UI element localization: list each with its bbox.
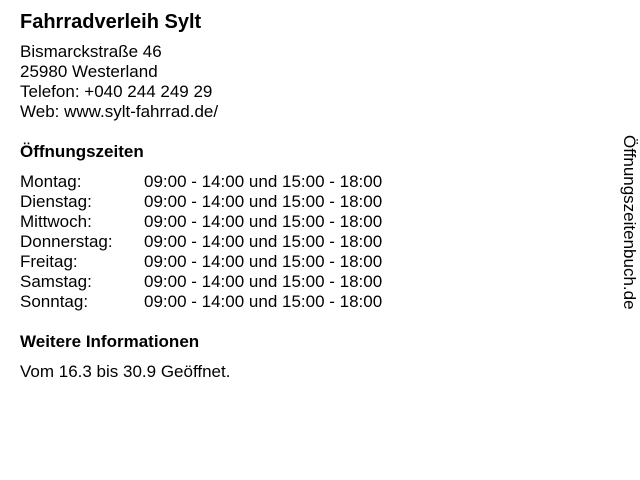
watermark xyxy=(595,135,640,365)
city-address: 25980 Westerland xyxy=(20,62,158,81)
more-info-text: Vom 16.3 bis 30.9 Geöffnet. xyxy=(20,362,231,381)
day-label: Dienstag: xyxy=(20,192,92,211)
business-card xyxy=(20,10,600,382)
street-address: Bismarckstraße 46 xyxy=(20,42,162,61)
hours-value: 09:00 - 14:00 und 15:00 - 18:00 xyxy=(144,232,383,251)
hours-value: 09:00 - 14:00 und 15:00 - 18:00 xyxy=(144,172,383,191)
table-row xyxy=(20,272,382,292)
website: Web: www.sylt-fahrrad.de/ xyxy=(20,102,219,121)
contact-block xyxy=(20,42,600,122)
hours-value: 09:00 - 14:00 und 15:00 - 18:00 xyxy=(144,212,383,231)
table-row xyxy=(20,212,382,232)
opening-hours-heading: Öffnungszeiten xyxy=(20,142,144,161)
table-row xyxy=(20,232,382,252)
hours-value: 09:00 - 14:00 und 15:00 - 18:00 xyxy=(144,292,383,311)
day-label: Samstag: xyxy=(20,272,92,291)
day-label: Donnerstag: xyxy=(20,232,113,251)
hours-value: 09:00 - 14:00 und 15:00 - 18:00 xyxy=(144,272,383,291)
table-row xyxy=(20,192,382,212)
day-label: Sonntag: xyxy=(20,292,89,311)
day-label: Mittwoch: xyxy=(20,212,92,231)
more-info-heading: Weitere Informationen xyxy=(20,332,200,351)
watermark-text: Öffnungszeitenbuch.de xyxy=(620,135,639,310)
table-row xyxy=(20,172,382,192)
table-row xyxy=(20,252,382,272)
table-row xyxy=(20,292,382,312)
phone-number: Telefon: +040 244 249 29 xyxy=(20,82,213,101)
day-label: Montag: xyxy=(20,172,82,191)
business-name: Fahrradverleih Sylt xyxy=(20,11,202,33)
day-label: Freitag: xyxy=(20,252,78,271)
hours-value: 09:00 - 14:00 und 15:00 - 18:00 xyxy=(144,252,383,271)
opening-hours-table xyxy=(20,172,382,312)
hours-value: 09:00 - 14:00 und 15:00 - 18:00 xyxy=(144,192,383,211)
